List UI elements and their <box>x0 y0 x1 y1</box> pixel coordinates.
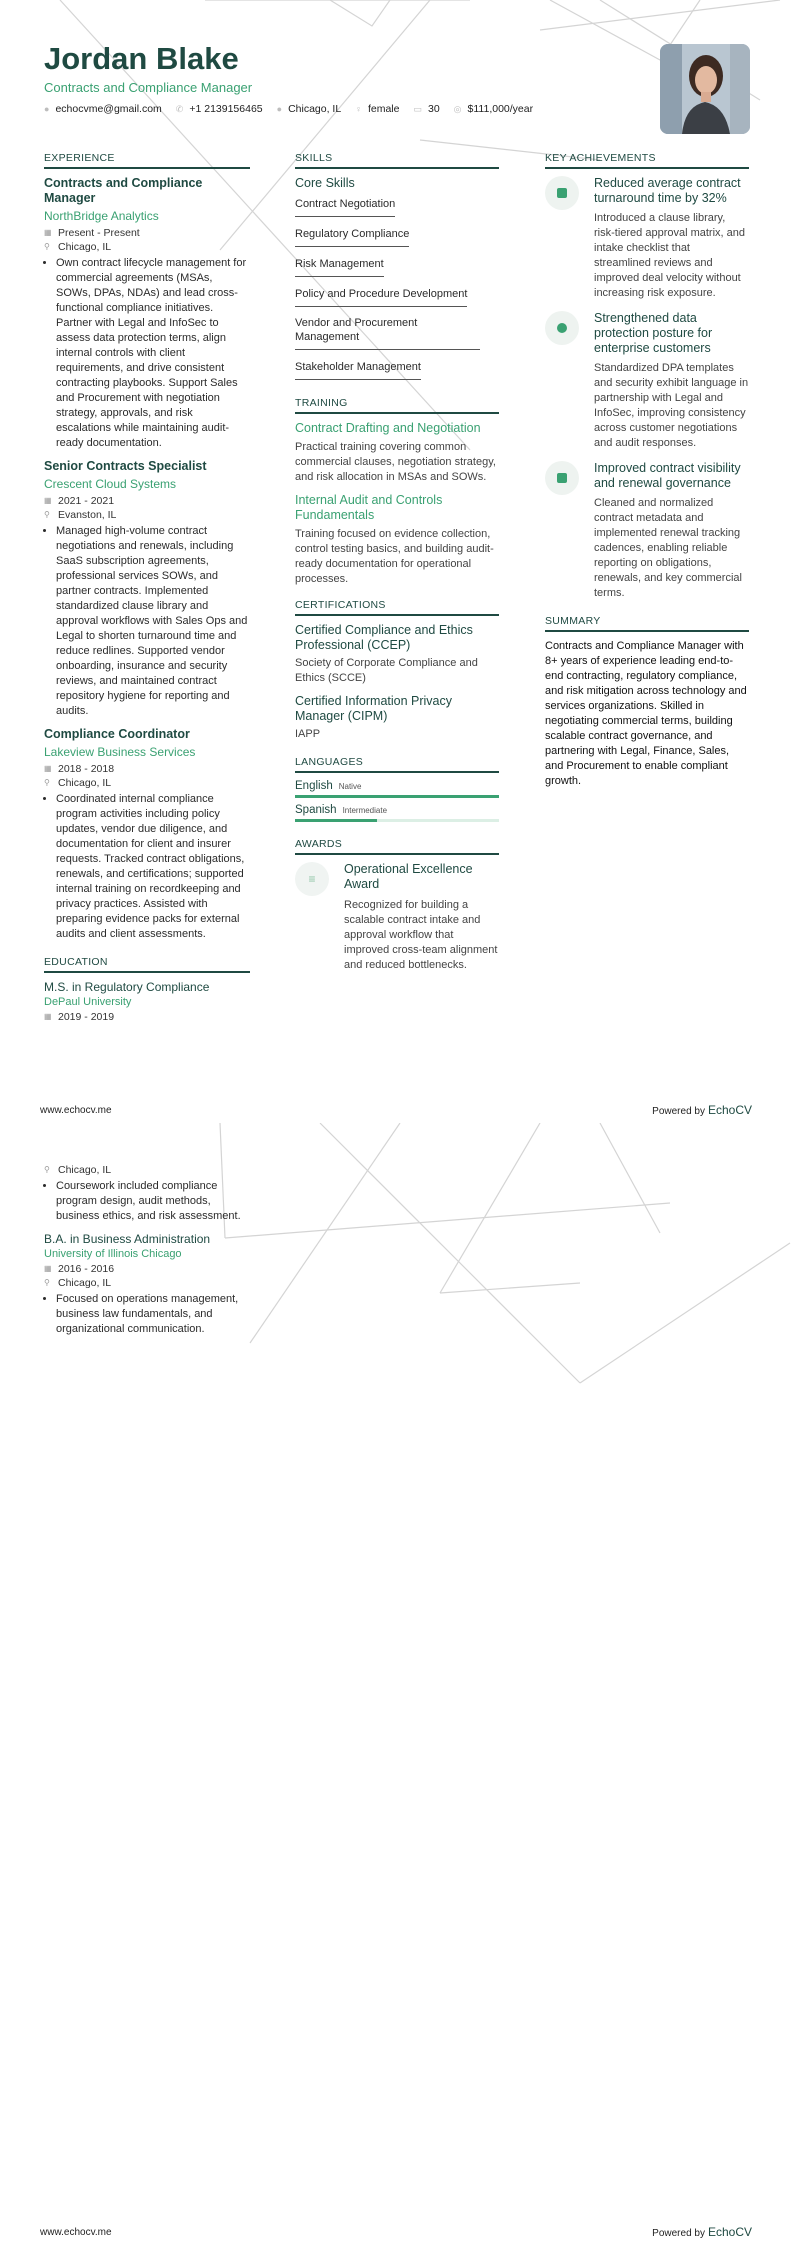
job-location: ⚲ Chicago, IL <box>44 241 112 253</box>
resume-page-2 <box>0 1123 794 2246</box>
achievement-item <box>545 311 749 451</box>
edu-dates: ▦ 2016 - 2016 <box>44 1263 115 1275</box>
job-entry <box>44 176 250 451</box>
job-dates: ▦ Present - Present <box>44 227 140 239</box>
job-dates: ▦ 2018 - 2018 <box>44 763 115 775</box>
training-title: Contract Drafting and Negotiation <box>295 421 481 435</box>
language-bar <box>295 795 499 798</box>
languages-heading: LANGUAGES <box>295 756 499 773</box>
education-entry <box>44 1232 250 1337</box>
skill-tag: Vendor and Procurement Management <box>295 314 480 350</box>
contact-location: ● Chicago, IL <box>276 103 342 115</box>
achievement-desc: Cleaned and normalized contract metadata and implemented renewal tracking cadences, enabling reliable reporting on obligations, renewals, and key commercial terms. <box>594 497 742 599</box>
achievement-title: Reduced average contract turnaround time by 32% <box>594 176 741 205</box>
candidate-name: Jordan Blake <box>44 41 239 76</box>
calendar-icon: ▦ <box>44 496 52 505</box>
contact-gender: ♀ female <box>355 103 400 115</box>
language-name: Spanish <box>295 804 337 816</box>
shield-icon <box>545 311 579 345</box>
edu-dates: ▦ 2019 - 2019 <box>44 1011 115 1023</box>
job-role: Senior Contracts Specialist <box>44 459 207 473</box>
location-icon: ● <box>276 104 283 114</box>
job-bullets <box>56 524 250 719</box>
location-pin-icon: ⚲ <box>44 1278 50 1287</box>
resume-page-1 <box>0 0 794 1100</box>
language-bar-fill <box>295 795 499 798</box>
location-pin-icon: ⚲ <box>44 1165 50 1174</box>
edu-location: ⚲ Chicago, IL <box>44 1277 112 1289</box>
job-dates: ▦ 2021 - 2021 <box>44 495 115 507</box>
language-level: Intermediate <box>342 806 388 815</box>
page-1-footer <box>40 1103 752 1117</box>
language-item <box>295 804 499 822</box>
salary-icon: ◎ <box>453 103 462 114</box>
left-column-continued <box>44 1163 250 1345</box>
at-icon: ● <box>44 104 50 114</box>
contact-salary: ◎ $111,000/year <box>453 103 534 115</box>
footer-site-link[interactable]: www.echocv.me <box>40 1104 112 1116</box>
certifications-heading: CERTIFICATIONS <box>295 599 499 616</box>
job-entry <box>44 727 250 942</box>
job-company: Crescent Cloud Systems <box>44 477 177 491</box>
language-bar-fill <box>295 819 377 822</box>
job-role: Compliance Coordinator <box>44 727 190 741</box>
training-desc: Training focused on evidence collection, control testing basics, and building audit-ready documentation for operational processes. <box>295 528 494 585</box>
skill-tag: Risk Management <box>295 255 384 277</box>
gender-icon: ♀ <box>355 104 362 114</box>
job-bullet: • Own contract lifecycle management for commercial agreements (MSAs, SOWs, DPAs, NDAs) and lead cross-functional compliance initiatives. Partner with Legal and InfoSec to assess data protection terms, align internal controls with client requirements, and drive consistent contracting playbooks. Support Sales and Procurement with negotiation strategy, approvals, and risk escalations while maintaining audit-ready documentation. <box>56 256 250 451</box>
edu-bullet: • Focused on operations management, business law fundamentals, and organizational communication. <box>56 1292 250 1337</box>
job-company: NorthBridge Analytics <box>44 209 159 223</box>
phone-icon: ✆ <box>175 103 184 114</box>
contact-email[interactable]: ● echocvme@gmail.com <box>44 103 162 115</box>
achievement-title: Strengthened data protection posture for enterprise customers <box>594 311 713 355</box>
calendar-icon: ▦ <box>44 1012 52 1021</box>
footer-brand[interactable]: EchoCV <box>707 2225 752 2239</box>
edu-degree: M.S. in Regulatory Compliance <box>44 980 210 994</box>
footer-powered: Powered by EchoCV <box>652 2225 752 2239</box>
edu-degree: B.A. in Business Administration <box>44 1232 211 1246</box>
job-bullet: • Managed high-volume contract negotiations and renewals, including SaaS subscription agreements, professional services SOWs, and partner contracts. Implemented standardized clause library and approval workflows with Sales Ops and Legal to shorten turnaround time and reduce redlines. Supported vendor onboarding, insurance and security reviews, and maintained contract repository hygiene for reporting and audits. <box>56 524 250 719</box>
skill-tag: Policy and Procedure Development <box>295 285 467 307</box>
training-desc: Practical training covering common commercial clauses, negotiation strategy, and risk allocation in MSAs and SOWs. <box>295 441 496 483</box>
location-pin-icon: ⚲ <box>44 242 50 251</box>
education-entry <box>44 980 250 1024</box>
experience-heading: EXPERIENCE <box>44 152 250 169</box>
achievement-desc: Introduced a clause library, risk-tiered approval matrix, and intake checklist that streamlined reviews and improved deal velocity without increasing risk exposure. <box>594 212 746 299</box>
edu-school: University of Illinois Chicago <box>44 1248 182 1260</box>
cert-org: IAPP <box>295 728 321 740</box>
calendar-icon: ▦ <box>44 1264 52 1273</box>
middle-column <box>295 152 499 973</box>
header <box>44 42 644 115</box>
edu-bullet: • Coursework included compliance program design, audit methods, business ethics, and risk assessment. <box>56 1179 250 1224</box>
document-icon <box>545 176 579 210</box>
skills-heading: SKILLS <box>295 152 499 169</box>
edu-bullets <box>56 1292 250 1337</box>
footer-powered: Powered by EchoCV <box>652 1103 752 1117</box>
left-column <box>44 152 250 1024</box>
awards-heading: AWARDS <box>295 838 499 855</box>
language-item <box>295 780 499 798</box>
calendar-icon: ▦ <box>44 228 52 237</box>
candidate-title: Contracts and Compliance Manager <box>44 80 253 95</box>
award-list-icon: ≡ <box>295 862 329 896</box>
profile-photo <box>660 44 750 134</box>
cert-title: Certified Information Privacy Manager (CIPM) <box>295 694 453 723</box>
skill-tag: Regulatory Compliance <box>295 225 409 247</box>
education-heading: EDUCATION <box>44 956 250 973</box>
language-bar <box>295 819 499 822</box>
portrait-image <box>660 44 750 134</box>
contact-phone[interactable]: ✆ +1 2139156465 <box>175 103 263 115</box>
training-title: Internal Audit and Controls Fundamentals <box>295 493 443 522</box>
training-heading: TRAINING <box>295 397 499 414</box>
education-entry-continued <box>44 1163 250 1224</box>
summary-text: Contracts and Compliance Manager with 8+ years of experience leading end-to-end contracting, regulatory compliance, and risk mitigation across technology and services organizations. Skilled in negotiating commercial terms, building scalable contract governance, and partnering with Legal, Finance, Sales, and Procurement to enable compliant growth. <box>545 640 747 787</box>
achievement-title: Improved contract visibility and renewal governance <box>594 461 741 490</box>
calendar-icon: ▦ <box>44 764 52 773</box>
page-2-footer <box>40 2225 752 2239</box>
job-entry <box>44 459 250 719</box>
job-bullets <box>56 256 250 451</box>
footer-brand[interactable]: EchoCV <box>707 1103 752 1117</box>
location-pin-icon: ⚲ <box>44 510 50 519</box>
achievement-desc: Standardized DPA templates and security exhibit language in partnership with Legal and InfoSec, improving consistency across customer negotiations and audit responses. <box>594 362 749 449</box>
award-title: Operational Excellence Award <box>344 862 473 891</box>
job-bullets <box>56 792 250 942</box>
skill-tag: Stakeholder Management <box>295 358 421 380</box>
cert-org: Society of Corporate Compliance and Ethics (SCCE) <box>295 657 478 684</box>
contact-row <box>44 103 644 115</box>
right-column <box>545 152 749 789</box>
summary-heading: SUMMARY <box>545 615 749 632</box>
award-desc: Recognized for building a scalable contract intake and approval workflow that improved cross-team alignment and reduced bottlenecks. <box>344 899 498 971</box>
job-company: Lakeview Business Services <box>44 745 196 759</box>
cert-title: Certified Compliance and Ethics Professional (CCEP) <box>295 623 473 652</box>
award-item <box>295 862 499 973</box>
location-pin-icon: ⚲ <box>44 778 50 787</box>
edu-location: ⚲ Chicago, IL <box>44 1164 112 1176</box>
copy-icon <box>545 461 579 495</box>
calendar-icon: ▭ <box>413 103 422 114</box>
achievement-item <box>545 176 749 301</box>
footer-site-link[interactable]: www.echocv.me <box>40 2226 112 2238</box>
edu-school: DePaul University <box>44 996 132 1008</box>
achievements-heading: KEY ACHIEVEMENTS <box>545 152 749 169</box>
contact-age: ▭ 30 <box>413 103 440 115</box>
skill-group-title: Core Skills <box>295 176 355 190</box>
edu-bullets <box>56 1179 250 1224</box>
achievement-item <box>545 461 749 601</box>
language-name: English <box>295 780 333 792</box>
job-location: ⚲ Evanston, IL <box>44 509 117 521</box>
skill-tag: Contract Negotiation <box>295 195 395 217</box>
job-location: ⚲ Chicago, IL <box>44 777 112 789</box>
job-bullet: • Coordinated internal compliance program activities including policy updates, vendor due diligence, and documentation for client and insurer requests. Tracked contract obligations, renewals, and certifications; supported internal training on recordkeeping and privacy practices. Assisted with preparing evidence packs for external audits and client assessments. <box>56 792 250 942</box>
job-role: Contracts and Compliance Manager <box>44 176 203 205</box>
language-level: Native <box>338 782 362 791</box>
